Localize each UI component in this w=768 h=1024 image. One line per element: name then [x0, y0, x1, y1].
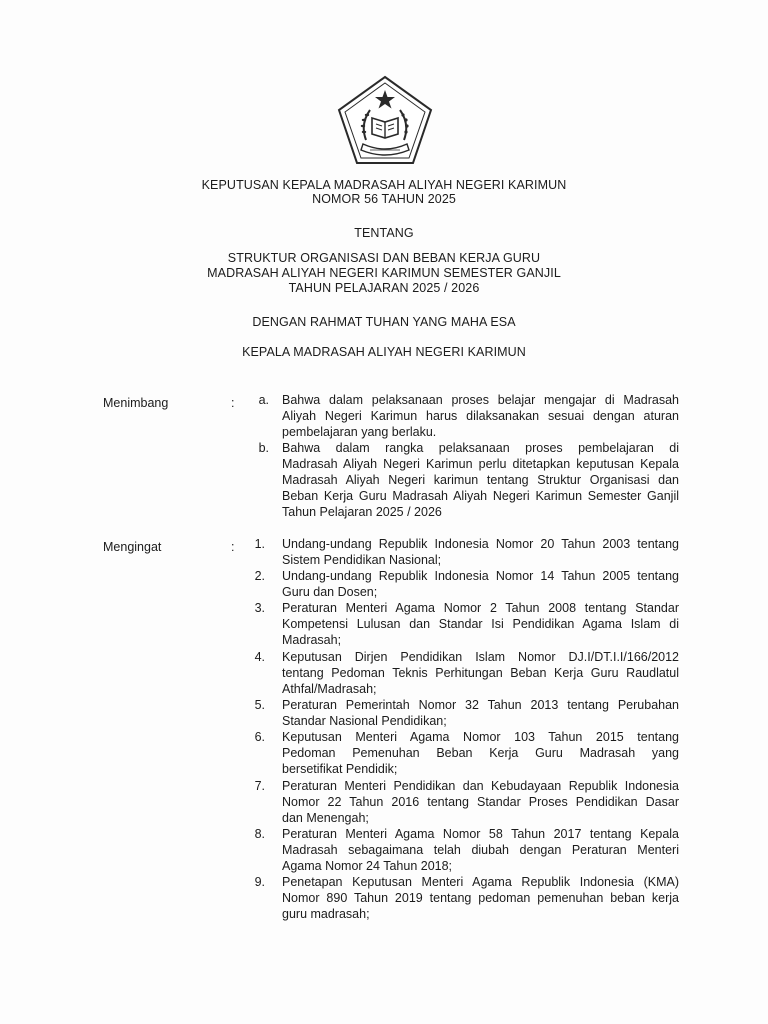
list-marker: 2. [254, 569, 265, 583]
item-line: Undang-undang Republik Indonesia Nomor 20 Tahun 2003 tentang [282, 537, 679, 551]
item-line: Guru dan Dosen; [282, 585, 378, 599]
item-line: Pedoman Pemenuhan Beban Kerja Guru Madrasah yang [282, 746, 679, 760]
subject-line: TAHUN PELAJARAN 2025 / 2026 [288, 281, 480, 295]
list-marker: b. [258, 441, 269, 455]
list-marker: a. [258, 393, 269, 407]
issuer: KEPALA MADRASAH ALIYAH NEGERI KARIMUN [242, 345, 526, 359]
item-line: Peraturan Pemerintah Nomor 32 Tahun 2013 tentang Perubahan [282, 698, 679, 712]
list-marker: 3. [254, 601, 265, 615]
subject-line: MADRASAH ALIYAH NEGERI KARIMUN SEMESTER GANJIL [207, 266, 561, 280]
menimbang-colon: : [231, 396, 235, 410]
item-line: Peraturan Menteri Agama Nomor 58 Tahun 2017 tentang Kepala [282, 827, 679, 841]
item-line: Nomor 890 Tahun 2019 tentang pedoman pemenuhan beban kerja [282, 891, 679, 905]
item-line: Madrasah Aliyah Negeri karimun tentang Struktur Organisasi dan [282, 473, 679, 487]
item-line: guru madrasah; [282, 907, 370, 921]
item-line: Madrasah sebagaimana telah diubah dengan Peraturan Menteri [282, 843, 679, 857]
invocation: DENGAN RAHMAT TUHAN YANG MAHA ESA [252, 315, 516, 329]
list-marker: 8. [254, 827, 265, 841]
list-item [282, 778, 679, 826]
item-line: Standar Nasional Pendidikan; [282, 714, 447, 728]
item-line: Beban Kerja Guru Madrasah Aliyah Negeri Karimun Semester Ganjil [282, 489, 679, 503]
item-line: Kompetensi Lulusan dan Standar Isi Pendidikan Agama Islam di [282, 617, 679, 631]
list-item [282, 649, 679, 697]
subject-line: STRUKTUR ORGANISASI DAN BEBAN KERJA GURU [227, 251, 541, 265]
kemenag-emblem-icon [336, 74, 434, 166]
mengingat-label: Mengingat [103, 540, 162, 554]
item-line: Madrasah Aliyah Negeri Karimun perlu ditetapkan keputusan Kepala [282, 457, 679, 471]
list-item [282, 600, 679, 648]
list-marker: 5. [254, 698, 265, 712]
list-item [282, 697, 679, 729]
list-marker: 9. [254, 875, 265, 889]
item-line: bersetifikat Pendidik; [282, 762, 398, 776]
list-marker: 1. [254, 537, 265, 551]
item-line: Athfal/Madrasah; [282, 682, 377, 696]
item-line: Sistem Pendidikan Nasional; [282, 553, 442, 567]
list-item [282, 729, 679, 777]
item-line: Keputusan Dirjen Pendidikan Islam Nomor DJ.I/DT.I.I/166/2012 [282, 650, 679, 664]
mengingat-colon: : [231, 540, 235, 554]
item-line: Nomor 22 Tahun 2016 tentang Standar Proses Pendidikan Dasar [282, 795, 679, 809]
item-line: Agama Nomor 24 Tahun 2018; [282, 859, 453, 873]
item-line: pembelajaran yang berlaku. [282, 425, 437, 439]
item-line: Peraturan Menteri Agama Nomor 2 Tahun 2008 tentang Standar [282, 601, 679, 615]
list-item [282, 874, 679, 922]
item-line: tentang Pedoman Teknis Perhitungan Beban Kerja Guru Raudlatul [282, 666, 679, 680]
list-marker: 6. [254, 730, 265, 744]
menimbang-label: Menimbang [103, 396, 169, 410]
item-line: Aliyah Negeri Karimun harus dilaksanakan sesuai dengan aturan [282, 409, 679, 423]
item-line: Peraturan Menteri Pendidikan dan Kebudayaan Republik Indonesia [282, 779, 679, 793]
item-line: Bahwa dalam rangka pelaksanaan proses pembelajaran di [282, 441, 679, 455]
list-item [282, 392, 679, 440]
list-item [282, 536, 679, 568]
item-line: dan Menengah; [282, 811, 369, 825]
item-line: Undang-undang Republik Indonesia Nomor 14 Tahun 2005 tentang [282, 569, 679, 583]
item-line: Madrasah; [282, 633, 342, 647]
item-line: Keputusan Menteri Agama Nomor 103 Tahun 2015 tentang [282, 730, 679, 744]
list-marker: 4. [254, 650, 265, 664]
item-line: Bahwa dalam pelaksanaan proses belajar mengajar di Madrasah [282, 393, 679, 407]
list-item [282, 568, 679, 600]
tentang-heading: TENTANG [354, 226, 414, 240]
decree-number: NOMOR 56 TAHUN 2025 [312, 192, 456, 206]
list-item [282, 440, 679, 520]
list-marker: 7. [254, 779, 265, 793]
decree-title: KEPUTUSAN KEPALA MADRASAH ALIYAH NEGERI KARIMUN [201, 178, 567, 192]
item-line: Tahun Pelajaran 2025 / 2026 [282, 505, 442, 519]
item-line: Penetapan Keputusan Menteri Agama Republik Indonesia (KMA) [282, 875, 679, 889]
list-item [282, 826, 679, 874]
